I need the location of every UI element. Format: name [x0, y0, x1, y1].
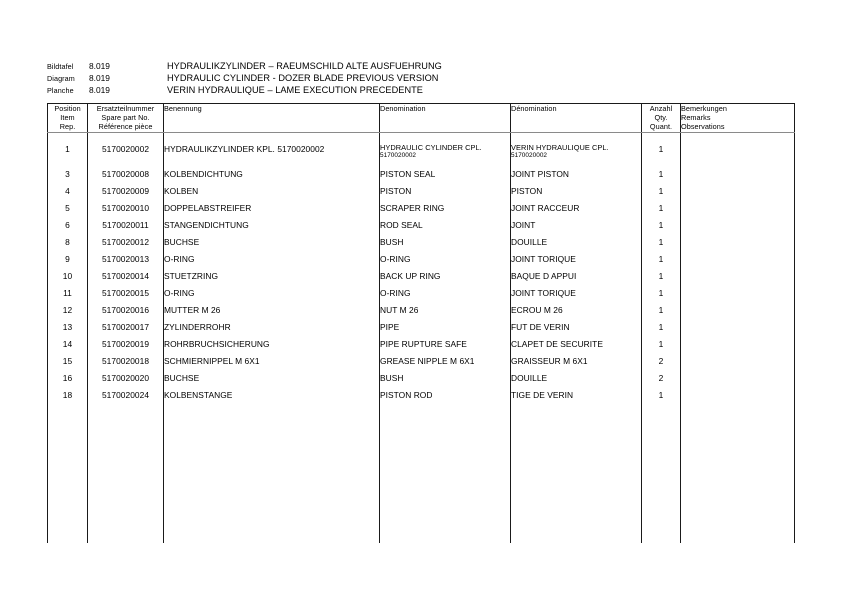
cell-denomination-fr: FUT DE VERIN [511, 322, 642, 339]
column-header-quantity [642, 104, 681, 133]
header-line: Ersatzteilnummer [96, 104, 155, 113]
table-spacer-cell [48, 132, 88, 144]
table-empty-cell [511, 526, 642, 543]
title-description: HYDRAULIC CYLINDER - DOZER BLADE PREVIOUS VERSION [167, 73, 439, 83]
header-line: Item [60, 113, 75, 123]
table-spacer-cell [380, 132, 511, 144]
cell-quantity: 1 [642, 186, 681, 203]
parts-table [47, 103, 795, 543]
column-header-part-number [88, 104, 164, 133]
table-empty-cell [164, 458, 380, 475]
cell-benennung: ZYLINDERROHR [164, 322, 380, 339]
cell-item-number: 6 [48, 220, 88, 237]
table-row[interactable] [48, 203, 795, 220]
title-lang-label: Planche [47, 86, 74, 95]
header-line: Remarks [681, 113, 711, 123]
cell-item-number: 3 [48, 169, 88, 186]
cell-denomination: NUT M 26 [380, 305, 511, 322]
table-empty-cell [48, 424, 88, 441]
cell-denomination: ROD SEAL [380, 220, 511, 237]
cell-part-number: 5170020018 [88, 356, 164, 373]
cell-denomination [380, 144, 511, 169]
table-empty-cell [681, 492, 795, 509]
cell-quantity: 1 [642, 339, 681, 356]
table-empty-cell [48, 458, 88, 475]
table-empty-cell [681, 509, 795, 526]
table-empty-cell [48, 492, 88, 509]
cell-quantity: 1 [642, 390, 681, 407]
column-header-benennung [164, 104, 380, 133]
cell-part-number: 5170020009 [88, 186, 164, 203]
cell-remarks [681, 237, 795, 254]
header-line: Spare part No. [101, 113, 150, 123]
table-spacer-cell [681, 132, 795, 144]
cell-remarks [681, 373, 795, 390]
table-empty-cell [48, 441, 88, 458]
table-empty-row [48, 458, 795, 475]
cell-remarks [681, 339, 795, 356]
table-spacer-cell [511, 132, 642, 144]
cell-denomination: BUSH [380, 237, 511, 254]
cell-denomination-fr: JOINT PISTON [511, 169, 642, 186]
cell-benennung: SCHMIERNIPPEL M 6X1 [164, 356, 380, 373]
cell-remarks [681, 271, 795, 288]
table-empty-cell [642, 492, 681, 509]
table-empty-cell [164, 407, 380, 424]
cell-part-number: 5170020012 [88, 237, 164, 254]
table-empty-row [48, 526, 795, 543]
cell-denomination: O-RING [380, 288, 511, 305]
cell-denomination: BUSH [380, 373, 511, 390]
cell-remarks [681, 169, 795, 186]
header-line: Qty. [654, 113, 668, 123]
table-empty-row [48, 509, 795, 526]
table-empty-cell [681, 458, 795, 475]
cell-item-number: 11 [48, 288, 88, 305]
table-empty-cell [511, 441, 642, 458]
cell-quantity: 1 [642, 220, 681, 237]
table-row[interactable] [48, 339, 795, 356]
header-line: Position [54, 104, 81, 113]
cell-benennung: MUTTER M 26 [164, 305, 380, 322]
table-empty-cell [164, 424, 380, 441]
cell-remarks [681, 356, 795, 373]
cell-quantity: 1 [642, 237, 681, 254]
cell-denomination-fr-main: VERIN HYDRAULIQUE CPL. [511, 142, 609, 152]
cell-denomination-main: HYDRAULIC CYLINDER CPL. [380, 142, 482, 152]
table-body [48, 132, 795, 543]
header-line: Denomination [380, 104, 426, 113]
cell-item-number: 4 [48, 186, 88, 203]
table-row[interactable] [48, 237, 795, 254]
table-empty-cell [681, 475, 795, 492]
table-header [48, 104, 795, 133]
cell-quantity: 2 [642, 373, 681, 390]
header-line: Dénomination [511, 104, 557, 113]
cell-denomination-fr: TIGE DE VERIN [511, 390, 642, 407]
cell-denomination: PISTON [380, 186, 511, 203]
table-empty-cell [681, 407, 795, 424]
title-row [47, 72, 787, 84]
cell-benennung: STANGENDICHTUNG [164, 220, 380, 237]
cell-quantity: 1 [642, 203, 681, 220]
cell-denomination-fr: JOINT [511, 220, 642, 237]
table-row[interactable] [48, 322, 795, 339]
title-diagram-number: 8.019 [89, 85, 110, 95]
table-row[interactable] [48, 288, 795, 305]
table-empty-cell [88, 458, 164, 475]
table-empty-cell [48, 475, 88, 492]
cell-denomination: PISTON SEAL [380, 169, 511, 186]
cell-remarks [681, 203, 795, 220]
table-empty-cell [380, 407, 511, 424]
cell-denomination: PIPE [380, 322, 511, 339]
cell-item-number: 5 [48, 203, 88, 220]
cell-item-number: 1 [48, 144, 88, 169]
cell-remarks [681, 305, 795, 322]
cell-denomination-fr: ECROU M 26 [511, 305, 642, 322]
table-row[interactable] [48, 305, 795, 322]
cell-item-number: 16 [48, 373, 88, 390]
table-empty-cell [380, 492, 511, 509]
table-empty-cell [380, 458, 511, 475]
header-line: Observations [681, 122, 725, 132]
table-empty-cell [380, 475, 511, 492]
table-row[interactable] [48, 144, 795, 169]
cell-part-number: 5170020024 [88, 390, 164, 407]
cell-quantity: 1 [642, 144, 681, 169]
cell-part-number: 5170020013 [88, 254, 164, 271]
cell-benennung: DOPPELABSTREIFER [164, 203, 380, 220]
document-title-block [47, 60, 787, 96]
table-header-row [48, 104, 795, 133]
cell-quantity: 1 [642, 254, 681, 271]
table-empty-cell [511, 492, 642, 509]
cell-denomination-fr: DOUILLE [511, 373, 642, 390]
cell-remarks [681, 254, 795, 271]
cell-denomination-fr: BAQUE D APPUI [511, 271, 642, 288]
cell-part-number: 5170020002 [88, 144, 164, 169]
table-empty-cell [681, 424, 795, 441]
table-spacer-cell [164, 132, 380, 144]
table-empty-cell [88, 475, 164, 492]
header-line: Quant. [649, 122, 673, 132]
cell-denomination-fr: JOINT TORIQUE [511, 254, 642, 271]
cell-quantity: 1 [642, 322, 681, 339]
column-header-denomination [380, 104, 511, 133]
table-spacer-cell [642, 132, 681, 144]
cell-denomination-fr-sub: 5170020002 [511, 152, 548, 160]
cell-quantity: 1 [642, 288, 681, 305]
cell-denomination: BACK UP RING [380, 271, 511, 288]
table-empty-row [48, 475, 795, 492]
table-empty-cell [511, 509, 642, 526]
cell-part-number: 5170020017 [88, 322, 164, 339]
table-empty-cell [88, 526, 164, 543]
cell-part-number: 5170020011 [88, 220, 164, 237]
table-empty-cell [681, 526, 795, 543]
table-empty-cell [642, 424, 681, 441]
cell-item-number: 10 [48, 271, 88, 288]
cell-benennung: KOLBENDICHTUNG [164, 169, 380, 186]
table-spacer-cell [88, 132, 164, 144]
cell-denomination: PIPE RUPTURE SAFE [380, 339, 511, 356]
cell-benennung: O-RING [164, 254, 380, 271]
table-empty-cell [164, 492, 380, 509]
cell-remarks [681, 144, 795, 169]
cell-part-number: 5170020020 [88, 373, 164, 390]
table-row[interactable] [48, 271, 795, 288]
title-lang-label: Diagram [47, 74, 75, 83]
table-row[interactable] [48, 186, 795, 203]
title-diagram-number: 8.019 [89, 61, 110, 71]
cell-remarks [681, 322, 795, 339]
cell-quantity: 1 [642, 169, 681, 186]
table-empty-cell [164, 509, 380, 526]
table-empty-cell [642, 509, 681, 526]
cell-quantity: 1 [642, 271, 681, 288]
cell-benennung: BUCHSE [164, 237, 380, 254]
title-row [47, 84, 787, 96]
cell-item-number: 8 [48, 237, 88, 254]
column-header-position [48, 104, 88, 133]
table-empty-cell [380, 509, 511, 526]
table-empty-cell [380, 526, 511, 543]
title-lang-label: Bildtafel [47, 62, 74, 71]
table-empty-cell [511, 475, 642, 492]
cell-benennung: ROHRBRUCHSICHERUNG [164, 339, 380, 356]
cell-part-number: 5170020015 [88, 288, 164, 305]
title-row [47, 60, 787, 72]
cell-item-number: 18 [48, 390, 88, 407]
table-empty-cell [88, 492, 164, 509]
cell-denomination-fr [511, 144, 642, 169]
cell-remarks [681, 390, 795, 407]
cell-denomination-fr: PISTON [511, 186, 642, 203]
table-spacer-row [48, 132, 795, 144]
title-diagram-number: 8.019 [89, 73, 110, 83]
header-line: Rep. [59, 122, 76, 132]
column-header-denomination-fr [511, 104, 642, 133]
cell-benennung: HYDRAULIKZYLINDER KPL. 5170020002 [164, 144, 380, 169]
header-line: Référence pièce [98, 122, 153, 132]
table-empty-cell [380, 424, 511, 441]
cell-part-number: 5170020014 [88, 271, 164, 288]
cell-part-number: 5170020008 [88, 169, 164, 186]
table-empty-cell [164, 526, 380, 543]
table-empty-row [48, 441, 795, 458]
table-empty-cell [511, 407, 642, 424]
table-empty-cell [642, 407, 681, 424]
cell-denomination: SCRAPER RING [380, 203, 511, 220]
cell-remarks [681, 186, 795, 203]
cell-benennung: STUETZRING [164, 271, 380, 288]
cell-remarks [681, 288, 795, 305]
cell-benennung: O-RING [164, 288, 380, 305]
cell-part-number: 5170020016 [88, 305, 164, 322]
cell-item-number: 15 [48, 356, 88, 373]
cell-quantity: 2 [642, 356, 681, 373]
table-row[interactable] [48, 390, 795, 407]
cell-part-number: 5170020019 [88, 339, 164, 356]
cell-denomination: PISTON ROD [380, 390, 511, 407]
cell-benennung: KOLBENSTANGE [164, 390, 380, 407]
table-row[interactable] [48, 220, 795, 237]
table-empty-cell [48, 526, 88, 543]
column-header-remarks [681, 104, 795, 133]
title-description: VERIN HYDRAULIQUE – LAME EXECUTION PRECEDENTE [167, 85, 423, 95]
cell-part-number: 5170020010 [88, 203, 164, 220]
header-line: Anzahl [649, 104, 673, 113]
cell-quantity: 1 [642, 305, 681, 322]
cell-item-number: 13 [48, 322, 88, 339]
table-empty-cell [642, 475, 681, 492]
cell-denomination: O-RING [380, 254, 511, 271]
table-empty-cell [88, 407, 164, 424]
table-empty-row [48, 407, 795, 424]
table-empty-row [48, 492, 795, 509]
table-row[interactable] [48, 373, 795, 390]
table-empty-cell [380, 441, 511, 458]
table-empty-cell [88, 509, 164, 526]
cell-benennung: BUCHSE [164, 373, 380, 390]
table-empty-row [48, 424, 795, 441]
table-empty-cell [642, 441, 681, 458]
cell-item-number: 9 [48, 254, 88, 271]
cell-denomination-fr: DOUILLE [511, 237, 642, 254]
header-line: Bemerkungen [681, 104, 727, 113]
cell-benennung: KOLBEN [164, 186, 380, 203]
cell-remarks [681, 220, 795, 237]
table-empty-cell [642, 458, 681, 475]
cell-item-number: 12 [48, 305, 88, 322]
table-row[interactable] [48, 254, 795, 271]
cell-item-number: 14 [48, 339, 88, 356]
cell-denomination-fr: GRAISSEUR M 6X1 [511, 356, 642, 373]
cell-denomination-sub: 5170020002 [380, 152, 417, 160]
table-empty-cell [511, 424, 642, 441]
cell-denomination-fr: JOINT RACCEUR [511, 203, 642, 220]
table-row[interactable] [48, 169, 795, 186]
table-empty-cell [164, 475, 380, 492]
table-empty-cell [681, 441, 795, 458]
header-line: Benennung [164, 104, 202, 113]
table-empty-cell [164, 441, 380, 458]
table-empty-cell [88, 441, 164, 458]
table-empty-cell [48, 407, 88, 424]
table-empty-cell [642, 526, 681, 543]
table-empty-cell [511, 458, 642, 475]
cell-denomination: GREASE NIPPLE M 6X1 [380, 356, 511, 373]
table-row[interactable] [48, 356, 795, 373]
title-description: HYDRAULIKZYLINDER – RAEUMSCHILD ALTE AUSFUEHRUNG [167, 61, 442, 71]
table-empty-cell [48, 509, 88, 526]
table-empty-cell [88, 424, 164, 441]
cell-denomination-fr: CLAPET DE SECURITE [511, 339, 642, 356]
cell-denomination-fr: JOINT TORIQUE [511, 288, 642, 305]
